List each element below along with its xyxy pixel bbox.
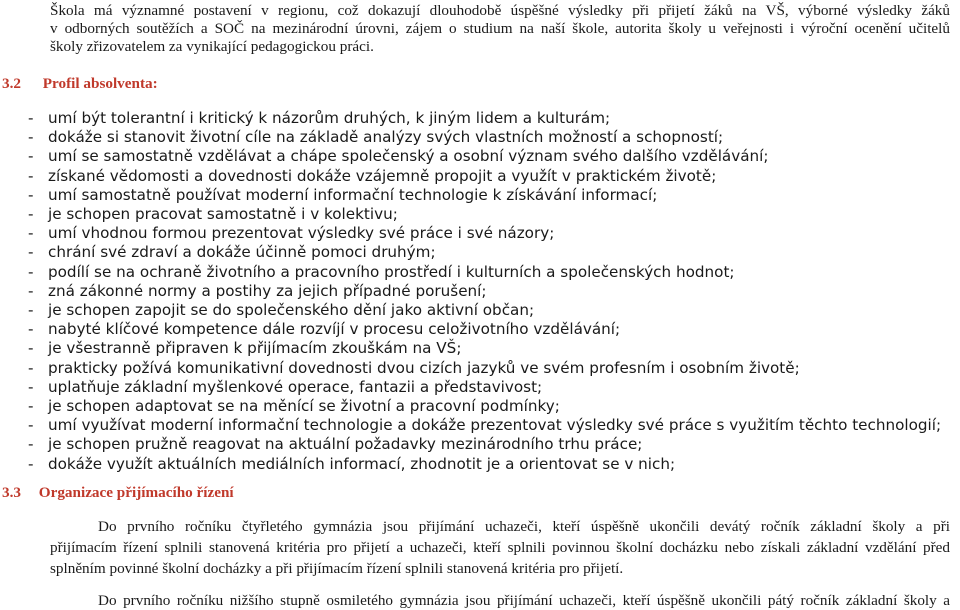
intro-line-2: v odborných soutěžích a SOČ na mezinárodní úrovni, zájem o studium na naší škole, autorita školy u veřejnosti i výroční ocenění učitelů	[50, 20, 950, 37]
list-item-text: chrání své zdraví a dokáže účinně pomoci druhým;	[48, 243, 436, 262]
section-number: 3.3	[2, 484, 21, 501]
list-item-text: dokáže využít aktuálních mediálních informací, zhodnotit je a orientovat se v nich;	[48, 454, 676, 473]
section-title: Organizace přijímacího řízení	[38, 484, 234, 501]
list-item-text: umí samostatně používat moderní informační technologie k získávání informací;	[48, 185, 658, 204]
list-item-text: prakticky požívá komunikativní dovednosti dvou cizích jazyků ve svém profesním i osobním životě;	[48, 358, 800, 377]
bullet-dash: -	[28, 339, 34, 358]
list-item-text: je schopen pružně reagovat na aktuální požadavky mezinárodního trhu práce;	[48, 435, 643, 454]
list-item-text: je všestranně připraven k přijímacím zkouškám na VŠ;	[48, 339, 462, 358]
list-item-text: je schopen zapojit se do společenského dění jako aktivní občan;	[48, 301, 535, 319]
admission-p1-line-1: Do prvního ročníku čtyřletého gymnázia jsou přijímání uchazeči, kteří úspěšně ukončili devátý ročník základní školy a při	[98, 518, 950, 535]
list-item-text: umí být tolerantní i kritický k názorům druhých, k jiným lidem a kulturám;	[48, 109, 611, 127]
admission-p1-line-2: přijímacím řízení splnili stanovená kritéria pro přijetí a uchazeči, kteří splnili povinnou školní docházku nebo získali základní vzdělání před	[50, 539, 950, 556]
admission-p2-line-1: Do prvního ročníku nižšího stupně osmiletého gymnázia jsou přijímání uchazeči, kteří úspěšně ukončili pátý ročník základní školy a	[98, 592, 950, 609]
bullet-dash: -	[28, 435, 34, 454]
bullet-dash: -	[28, 301, 34, 319]
list-item-text: nabyté klíčové kompetence dále rozvíjí v procesu celoživotního vzdělávání;	[48, 320, 621, 339]
list-item-text: je schopen pracovat samostatně i v kolektivu;	[48, 205, 398, 223]
bullet-dash: -	[28, 377, 34, 396]
bullet-dash: -	[28, 320, 34, 339]
list-item-text: podílí se na ochraně životního a pracovního prostředí i kulturních a společenských hodnot;	[48, 262, 735, 281]
intro-line-3: školy zřizovatelem za vynikající pedagogickou práci.	[50, 38, 374, 55]
section-title: Profil absolventa:	[42, 75, 158, 92]
bullet-dash: -	[28, 205, 34, 223]
list-item-text: získané vědomosti a dovednosti dokáže vzájemně propojit a využít v praktickém životě;	[48, 166, 717, 185]
list-item-text: dokáže si stanovit životní cíle na základě analýzy svých vlastních možností a schopností;	[48, 128, 724, 147]
bullet-dash: -	[28, 416, 34, 435]
list-item-text: umí vhodnou formou prezentovat výsledky své práce i své názory;	[48, 224, 555, 243]
list-item-text: umí využívat moderní informační technologie a dokáže prezentovat výsledky své práce s využitím těchto technologií;	[48, 416, 942, 435]
intro-line-1: Škola má významné postavení v regionu, což dokazují dlouhodobě úspěšné výsledky při přijetí žáků na VŠ, výborné výsledky žáků	[50, 2, 950, 19]
bullet-dash: -	[28, 166, 34, 185]
list-item-text: uplatňuje základní myšlenkové operace, fantazii a představivost;	[48, 377, 543, 396]
section-heading-profile	[2, 75, 158, 93]
bullet-dash: -	[28, 147, 34, 166]
section-number: 3.2	[2, 75, 21, 92]
admission-p1-line-3: splněním povinné školní docházky a při přijímacím řízení splnili stanovená kritéria pro přijetí.	[50, 560, 624, 577]
list-item-text: je schopen adaptovat se na měnící se životní a pracovní podmínky;	[48, 397, 560, 415]
bullet-dash: -	[28, 224, 34, 243]
bullet-dash: -	[28, 281, 34, 300]
bullet-dash: -	[28, 454, 34, 473]
bullet-dash: -	[28, 397, 34, 415]
bullet-dash: -	[28, 185, 34, 204]
bullet-dash: -	[28, 243, 34, 262]
section-heading-admission	[2, 484, 234, 502]
list-item-text: zná zákonné normy a postihy za jejich případné porušení;	[48, 281, 487, 300]
bullet-dash: -	[28, 128, 34, 147]
bullet-dash: -	[28, 109, 34, 127]
bullet-dash: -	[28, 358, 34, 377]
bullet-dash: -	[28, 262, 34, 281]
list-item-text: umí se samostatně vzdělávat a chápe společenský a osobní význam svého dalšího vzdělávání;	[48, 147, 769, 166]
